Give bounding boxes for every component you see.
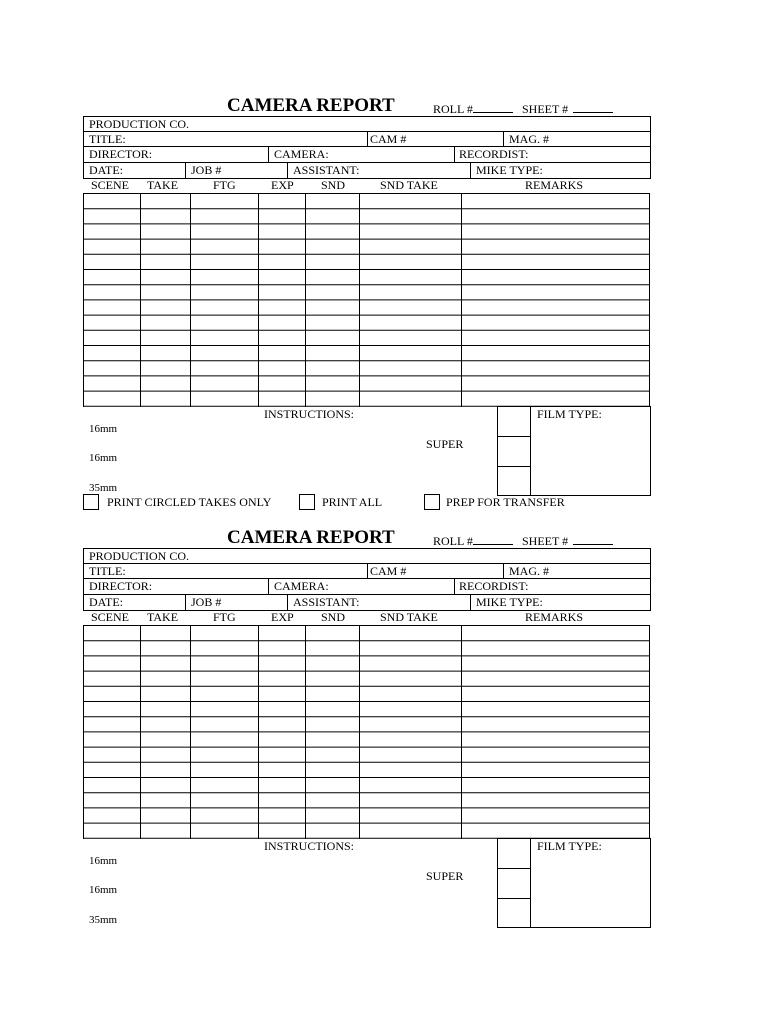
- col-scene: SCENE: [91, 610, 130, 624]
- camera-field[interactable]: CAMERA:: [274, 147, 329, 161]
- format-16mm: 16mm: [89, 423, 118, 435]
- title-field[interactable]: TITLE:: [89, 564, 126, 578]
- format-35mm: 35mm: [89, 914, 118, 926]
- roll-field[interactable]: [433, 101, 513, 116]
- assistant-field[interactable]: ASSISTANT:: [293, 163, 360, 177]
- roll-field[interactable]: [433, 533, 513, 548]
- col-snd-take: SND TAKE: [380, 610, 438, 624]
- film-type-label: FILM TYPE:: [537, 407, 602, 421]
- mag-field[interactable]: MAG. #: [509, 564, 550, 578]
- recordist-field[interactable]: RECORDIST:: [459, 147, 529, 161]
- date-field[interactable]: DATE:: [89, 595, 123, 609]
- option-label: PRINT ALL: [322, 495, 383, 509]
- instructions-label: INSTRUCTIONS:: [264, 407, 355, 421]
- film-type-label: FILM TYPE:: [537, 839, 602, 853]
- mike-type-field[interactable]: MIKE TYPE:: [476, 595, 543, 609]
- col-scene: SCENE: [91, 178, 130, 192]
- col-snd-take: SND TAKE: [380, 178, 438, 192]
- title-field[interactable]: TITLE:: [89, 132, 126, 146]
- super-label: SUPER: [426, 437, 464, 451]
- mag-field[interactable]: MAG. #: [509, 132, 550, 146]
- sheet-label: SHEET #: [522, 102, 569, 116]
- camera-report: [0, 432, 768, 926]
- camera-field[interactable]: CAMERA:: [274, 579, 329, 593]
- col-remarks: REMARKS: [525, 610, 584, 624]
- report-title: CAMERA REPORT: [227, 95, 395, 116]
- cam-field[interactable]: CAM #: [370, 132, 407, 146]
- production-co-field[interactable]: PRODUCTION CO.: [89, 549, 190, 563]
- instructions-label: INSTRUCTIONS:: [264, 839, 355, 853]
- camera-report: [0, 0, 768, 509]
- format-16mm: 16mm: [89, 452, 118, 464]
- sheet-label: SHEET #: [522, 534, 569, 548]
- mike-type-field[interactable]: MIKE TYPE:: [476, 163, 543, 177]
- director-field[interactable]: DIRECTOR:: [89, 579, 153, 593]
- col-exp: EXP: [271, 610, 294, 624]
- col-exp: EXP: [271, 178, 294, 192]
- take-log-grid[interactable]: [83, 193, 651, 407]
- production-co-field[interactable]: PRODUCTION CO.: [89, 117, 190, 131]
- col-ftg: FTG: [213, 610, 236, 624]
- grid-lines: [83, 625, 651, 839]
- job-field[interactable]: JOB #: [191, 163, 222, 177]
- col-snd: SND: [321, 178, 346, 192]
- take-log-grid[interactable]: [83, 625, 651, 839]
- col-remarks: REMARKS: [525, 178, 584, 192]
- director-field[interactable]: DIRECTOR:: [89, 147, 153, 161]
- format-16mm: 16mm: [89, 855, 118, 867]
- report-title: CAMERA REPORT: [227, 527, 395, 548]
- recordist-field[interactable]: RECORDIST:: [459, 579, 529, 593]
- job-field[interactable]: JOB #: [191, 595, 222, 609]
- assistant-field[interactable]: ASSISTANT:: [293, 595, 360, 609]
- roll-label: ROLL #: [433, 102, 473, 116]
- col-snd: SND: [321, 610, 346, 624]
- option-label: PRINT CIRCLED TAKES ONLY: [107, 495, 272, 509]
- format-35mm: 35mm: [89, 482, 118, 494]
- format-16mm: 16mm: [89, 884, 118, 896]
- super-label: SUPER: [426, 869, 464, 883]
- grid-lines: [83, 193, 651, 407]
- sheet-field[interactable]: [522, 533, 613, 548]
- sheet-field[interactable]: [522, 101, 613, 116]
- roll-label: ROLL #: [433, 534, 473, 548]
- cam-field[interactable]: CAM #: [370, 564, 407, 578]
- option-label: PREP FOR TRANSFER: [446, 495, 565, 509]
- col-ftg: FTG: [213, 178, 236, 192]
- col-take: TAKE: [147, 178, 179, 192]
- col-take: TAKE: [147, 610, 179, 624]
- date-field[interactable]: DATE:: [89, 163, 123, 177]
